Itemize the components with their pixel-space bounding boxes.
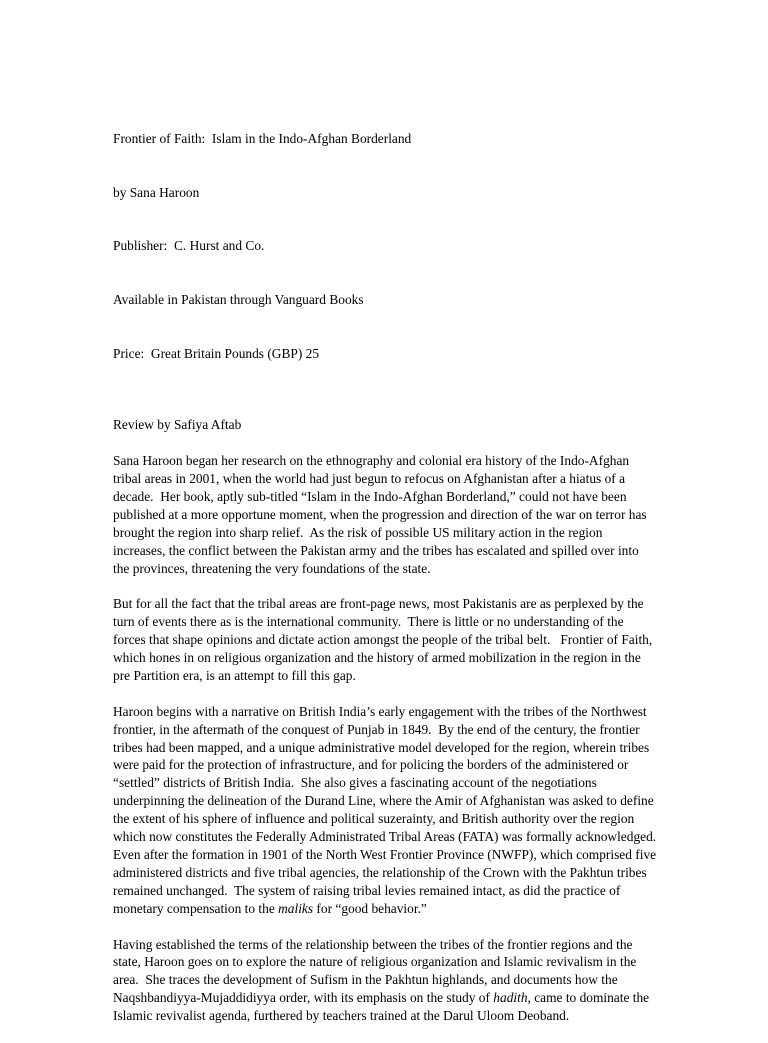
book-title: Frontier of Faith: Islam in the Indo-Afghan Borderland: [113, 130, 412, 146]
paragraph-3-tail: for “good behavior.”: [313, 900, 427, 916]
paragraph-4-italic: hadith: [493, 990, 528, 1006]
paragraph-4-text: Having established the terms of the relationship between the tribes of the frontier regions and the state, Haroon goes on to explore the nature of religious organization and Islamic revivalism in the area. She traces the development of Sufism in the Pakhtun highlands, and documents how the Naqshbandiyya-Mujaddidiyya order, with its emphasis on the study of: [113, 936, 640, 1006]
paragraph-3: [113, 703, 663, 918]
paragraph-4: [113, 936, 658, 1026]
paragraph-3-italic: maliks: [278, 900, 314, 916]
book-author: by Sana Haroon: [113, 184, 200, 200]
book-info-block: [113, 94, 658, 398]
book-price: Price: Great Britain Pounds (GBP) 25: [113, 345, 320, 361]
paragraph-2: But for all the fact that the tribal areas are front-page news, most Pakistanis are as perplexed by the turn of events there as is the international community. There is little or no understanding of the forces that shape opinions and dictate action amongst the people of the tribal belt. Frontier of Faith, which hones in on religious organization and the history of armed mobilization in the region in the pre Partition era, is an attempt to fill this gap.: [113, 596, 656, 683]
document-page: [113, 94, 663, 1043]
paragraph-3-text: Haroon begins with a narrative on British India’s early engagement with the tribes of the Northwest frontier, in the aftermath of the conquest of Punjab in 1849. By the end of the century, the frontier tribes had been mapped, and a unique administrative model developed for the region, wherein tribes were paid for the protection of infrastructure, and for policing the borders of the administered or “settled” districts of British India. She also gives a fascinating account of the negotiations underpinning the delineation of the Durand Line, where the Amir of Afghanistan was asked to define the extent of his sphere of influence and political suzerainty, and British authority over the region which now constitutes the Federally Administrated Tribal Areas (FATA) was formally acknowledged. Even after the formation in 1901 of the North West Frontier Province (NWFP), which comprised five administered districts and five tribal agencies, the relationship of the Crown with the Pakhtun tribes remained unchanged. The system of raising tribal levies remained intact, as did the practice of monetary compensation to the: [113, 703, 663, 916]
reviewer-line: Review by Safiya Aftab: [113, 417, 242, 433]
paragraph-1: Sana Haroon began her research on the ethnography and colonial era history of the Indo-Afghan tribal areas in 2001, when the world had just begun to refocus on Afghanistan after a hiatus of a decade. Her book, aptly sub-titled “Islam in the Indo-Afghan Borderland,” could not have been published at a more opportune moment, when the progression and direction of the war on terror has brought the region into sharp relief. As the risk of possible US military action in the region increases, the conflict between the Pakistan army and the tribes has escalated and spilled over into the provinces, threatening the very foundations of the state.: [113, 453, 650, 576]
book-availability: Available in Pakistan through Vanguard Books: [113, 291, 364, 307]
paragraph-4-tail: , came to dominate the Islamic revivalist agenda, furthered by teachers trained at the Darul Uloom Deoband.: [113, 990, 653, 1024]
book-publisher: Publisher: C. Hurst and Co.: [113, 238, 265, 254]
